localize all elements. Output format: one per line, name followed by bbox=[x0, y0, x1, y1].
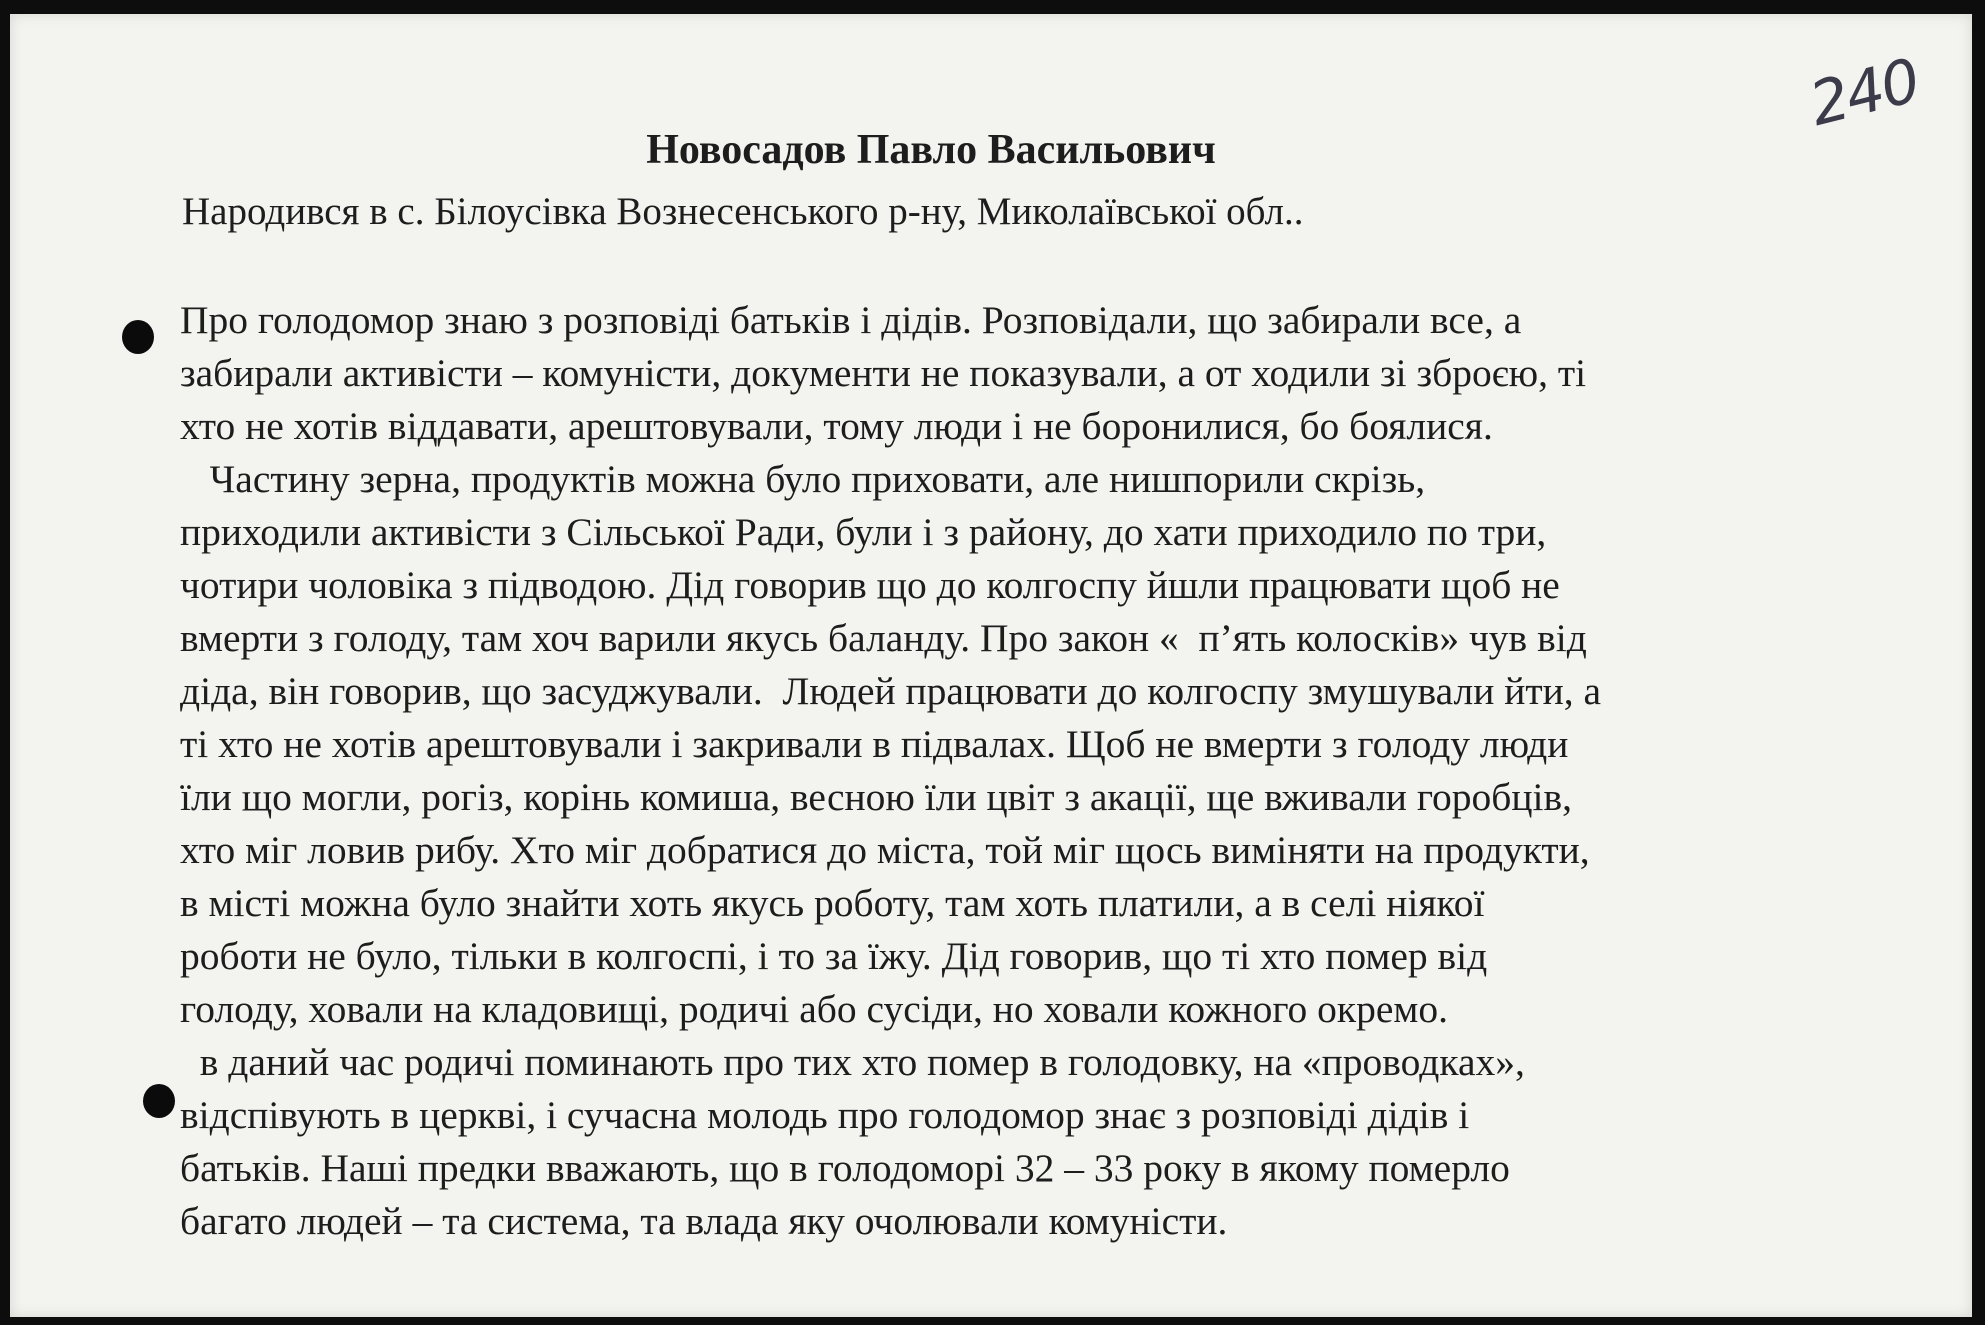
text-line: чотири чоловіка з підводою. Дід говорив що до колгоспу йшли працювати щоб не bbox=[180, 563, 1560, 607]
document-title: Новосадов Павло Васильович bbox=[646, 127, 1216, 173]
text-line: в місті можна було знайти хоть якусь роботу, там хоть платили, а в селі ніякої bbox=[180, 881, 1485, 925]
text-line: хто міг ловив рибу. Хто міг добратися до міста, той міг щось виміняти на продукти, bbox=[180, 828, 1590, 872]
punch-hole bbox=[122, 320, 154, 354]
text-line: діда, він говорив, що засуджували. Людей працювати до колгоспу змушували йти, а bbox=[180, 669, 1602, 713]
testimony-text bbox=[180, 294, 1601, 1248]
text-line: ті хто не хотів арештовували і закривали в підвалах. Щоб не вмерти з голоду люди bbox=[180, 722, 1569, 766]
text-line: батьків. Наші предки вважають, що в голодоморі 32 – 33 року в якому померло bbox=[180, 1146, 1510, 1190]
text-line: відспівують в церкві, і сучасна молодь про голодомор знає з розповіді дідів і bbox=[180, 1093, 1470, 1137]
folio-number: 240 bbox=[1803, 45, 1926, 141]
document-sheet bbox=[10, 14, 1972, 1317]
text-line: хто не хотів віддавати, арештовували, тому люди і не боронилися, бо боялися. bbox=[180, 404, 1493, 448]
text-line: Про голодомор знаю з розповіді батьків і дідів. Розповідали, що забирали все, а bbox=[180, 298, 1522, 342]
text-line: приходили активісти з Сільської Ради, були і з району, до хати приходило по три, bbox=[180, 510, 1547, 554]
text-line: вмерти з голоду, там хоч варили якусь баланду. Про закон « п’ять колосків» чув від bbox=[180, 616, 1587, 660]
birthplace-line: Народився в с. Білоусівка Вознесенського р-ну, Миколаївської обл.. bbox=[182, 190, 1304, 233]
text-line: голоду, ховали на кладовищі, родичі або сусіди, но ховали кожного окремо. bbox=[180, 987, 1449, 1031]
text-line: забирали активісти – комуністи, документи не показували, а от ходили зі зброєю, ті bbox=[180, 351, 1587, 395]
text-line: їли що могли, рогіз, корінь комиша, весною їли цвіт з акації, ще вживали горобців, bbox=[180, 775, 1573, 819]
text-line: в даний час родичі поминають про тих хто помер в голодовку, на «проводках», bbox=[180, 1040, 1525, 1084]
text-line: Частину зерна, продуктів можна було приховати, але нишпорили скрізь, bbox=[180, 457, 1426, 501]
punch-hole bbox=[143, 1084, 175, 1118]
text-line: роботи не було, тільки в колгоспі, і то за їжу. Дід говорив, що ті хто помер від bbox=[180, 934, 1488, 978]
text-line: багато людей – та система, та влада яку очолювали комуністи. bbox=[180, 1199, 1228, 1243]
